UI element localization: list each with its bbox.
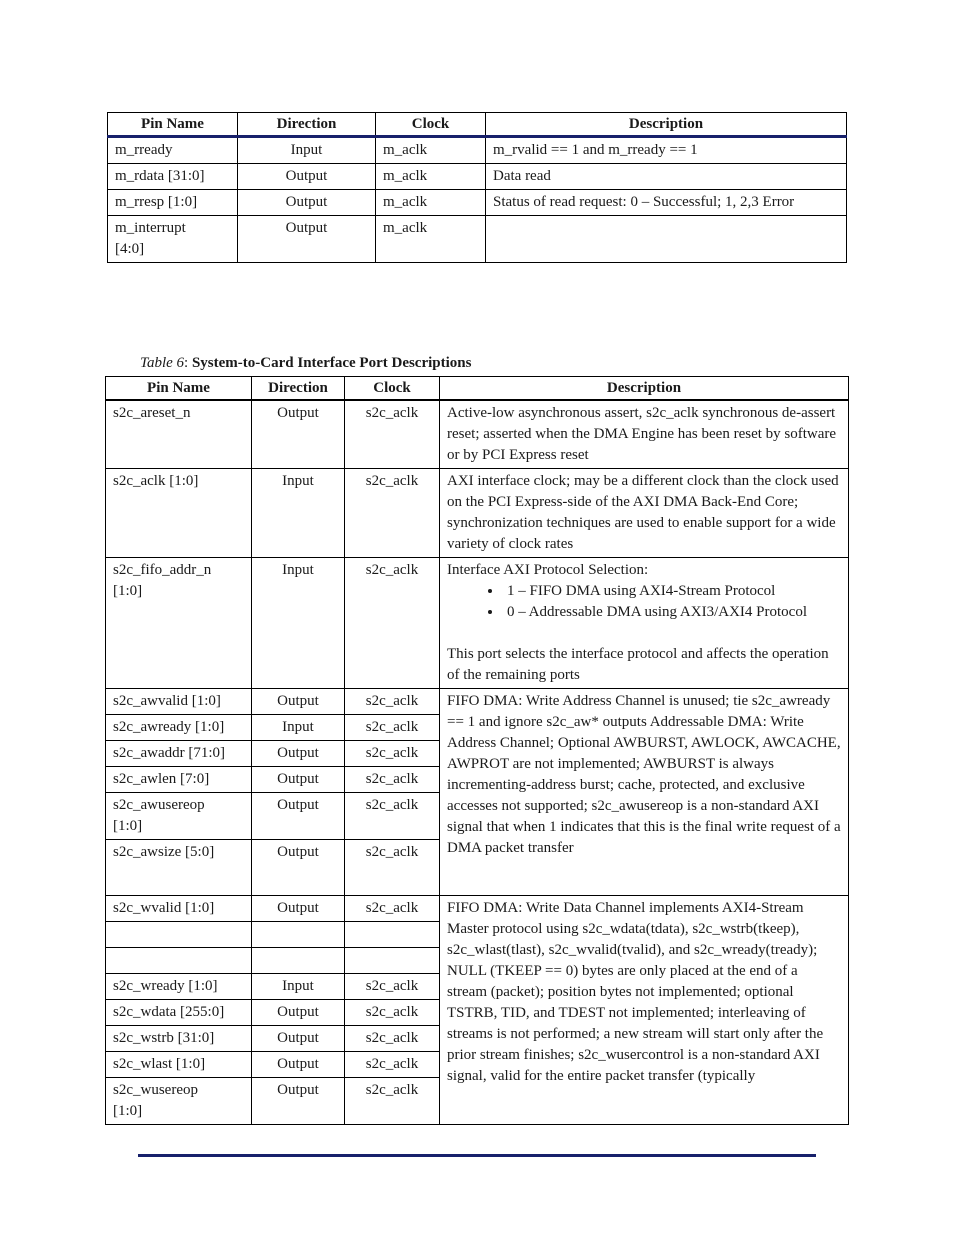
- clock: s2c_aclk: [345, 558, 440, 689]
- pin-name-line: s2c_wusereop: [113, 1082, 198, 1098]
- header-direction: Direction: [238, 113, 376, 137]
- direction: Output: [252, 689, 345, 715]
- pin-name: [106, 1078, 252, 1125]
- pin-name-line: m_interrupt: [115, 220, 186, 236]
- direction: Output: [252, 840, 345, 896]
- description: Active-low asynchronous assert, s2c_aclk synchronous de-assert reset; asserted when the DMA Engine has been reset by software or by PCI Express reset: [440, 400, 849, 469]
- pin-name: s2c_wvalid [1:0]: [106, 896, 252, 922]
- clock: s2c_aclk: [345, 1000, 440, 1026]
- clock: s2c_aclk: [345, 689, 440, 715]
- pin-name: m_rready: [108, 137, 238, 164]
- pin-name: [106, 948, 252, 974]
- direction: Output: [252, 793, 345, 840]
- table-caption: [140, 355, 471, 372]
- direction: Output: [252, 1000, 345, 1026]
- description: [440, 558, 849, 689]
- clock: s2c_aclk: [345, 741, 440, 767]
- clock: s2c_aclk: [345, 767, 440, 793]
- pin-name: s2c_wdata [255:0]: [106, 1000, 252, 1026]
- pin-name: s2c_awsize [5:0]: [106, 840, 252, 896]
- table-row: [108, 216, 847, 263]
- clock: s2c_aclk: [345, 793, 440, 840]
- table-row: [106, 558, 849, 689]
- table-row: [106, 400, 849, 469]
- direction: Output: [252, 400, 345, 469]
- clock: s2c_aclk: [345, 469, 440, 558]
- description-write-data: FIFO DMA: Write Data Channel implements AXI4-Stream Master protocol using s2c_wdata(tdata), s2c_wstrb(tkeep), s2c_wlast(tlast), s2c_wvalid(tvalid), and s2c_wready(tready); NULL (TKEEP == 0) bytes are only placed at the end of a stream (packet); position bytes not implemented; optional TSTRB, TID, and TDEST not implemented; interleaving of streams is not performed; a new stream will start only after the prior stream finishes; s2c_wusercontrol is a non-standard AXI signal, valid for the entire packet transfer (typically: [440, 896, 849, 1125]
- table-header-row: [108, 113, 847, 137]
- table-row: [106, 896, 849, 922]
- direction: Input: [252, 715, 345, 741]
- description: Data read: [486, 164, 847, 190]
- table-row: [108, 190, 847, 216]
- pin-name: s2c_aclk [1:0]: [106, 469, 252, 558]
- pin-name-line: [1:0]: [113, 818, 143, 834]
- header-clock: Clock: [345, 377, 440, 401]
- table-row: [108, 137, 847, 164]
- description: [486, 216, 847, 263]
- table-row: [108, 164, 847, 190]
- direction: Output: [238, 190, 376, 216]
- description: AXI interface clock; may be a different clock than the clock used on the PCI Express-side of the AXI DMA Back-End Core; synchronization techniques are used to enable support for a wide variety of clock rates: [440, 469, 849, 558]
- clock: s2c_aclk: [345, 1078, 440, 1125]
- direction: Input: [252, 558, 345, 689]
- header-description: Description: [440, 377, 849, 401]
- bullet-item: • 0 – Addressable DMA using AXI3/AXI4 Protocol: [503, 602, 841, 623]
- direction: Output: [252, 767, 345, 793]
- table-row: [106, 689, 849, 715]
- pin-name: [106, 558, 252, 689]
- clock: m_aclk: [376, 190, 486, 216]
- header-description: Description: [486, 113, 847, 137]
- header-clock: Clock: [376, 113, 486, 137]
- pin-name: [106, 922, 252, 948]
- pin-name-line: s2c_fifo_addr_n: [113, 562, 212, 578]
- bullet-list: [447, 581, 841, 623]
- clock: m_aclk: [376, 164, 486, 190]
- clock: [345, 922, 440, 948]
- pin-name: s2c_wlast [1:0]: [106, 1052, 252, 1078]
- direction: Output: [252, 741, 345, 767]
- clock: s2c_aclk: [345, 974, 440, 1000]
- direction: Input: [252, 469, 345, 558]
- pin-name: s2c_areset_n: [106, 400, 252, 469]
- pin-name: s2c_awvalid [1:0]: [106, 689, 252, 715]
- pin-name: [106, 793, 252, 840]
- direction: Output: [252, 1078, 345, 1125]
- direction: Output: [238, 216, 376, 263]
- header-direction: Direction: [252, 377, 345, 401]
- clock: m_aclk: [376, 137, 486, 164]
- pin-name-line: [1:0]: [113, 1103, 143, 1119]
- direction: Output: [238, 164, 376, 190]
- description-write-address: FIFO DMA: Write Address Channel is unused; tie s2c_awready == 1 and ignore s2c_aw* outputs Addressable DMA: Write Address Channel; Optional AWBURST, AWLOCK, AWCACHE, AWPROT are not implemented; AWBURST is always incrementing-address burst; cache, protected, and exclusive accesses not supported; s2c_awusereop is a non-standard AXI signal that when 1 indicates that this is the final write request of a DMA packet transfer: [440, 689, 849, 896]
- pin-name-line: [4:0]: [115, 241, 145, 257]
- description-intro: Interface AXI Protocol Selection:: [447, 562, 649, 578]
- direction: Input: [238, 137, 376, 164]
- table-6: [105, 376, 849, 1125]
- pin-name-line: s2c_awusereop: [113, 797, 205, 813]
- table-5: [107, 112, 847, 263]
- direction: [252, 948, 345, 974]
- caption-title: System-to-Card Interface Port Descriptions: [191, 355, 472, 371]
- header-pin-name: Pin Name: [108, 113, 238, 137]
- pin-name: m_rresp [1:0]: [108, 190, 238, 216]
- direction: Output: [252, 1052, 345, 1078]
- clock: s2c_aclk: [345, 715, 440, 741]
- pin-name: s2c_awlen [7:0]: [106, 767, 252, 793]
- table-row: [106, 469, 849, 558]
- direction: Input: [252, 974, 345, 1000]
- clock: [345, 948, 440, 974]
- description-outro: This port selects the interface protocol and affects the operation of the remaining ports: [447, 646, 829, 683]
- table-header-row: [106, 377, 849, 401]
- pin-name: m_rdata [31:0]: [108, 164, 238, 190]
- pin-name: [108, 216, 238, 263]
- footer-rule: [138, 1154, 816, 1157]
- pin-name: s2c_awaddr [71:0]: [106, 741, 252, 767]
- clock: s2c_aclk: [345, 840, 440, 896]
- clock: s2c_aclk: [345, 1052, 440, 1078]
- bullet-item: • 1 – FIFO DMA using AXI4-Stream Protocol: [503, 581, 841, 602]
- clock: s2c_aclk: [345, 1026, 440, 1052]
- pin-name: s2c_wready [1:0]: [106, 974, 252, 1000]
- direction: Output: [252, 896, 345, 922]
- clock: s2c_aclk: [345, 400, 440, 469]
- header-pin-name: Pin Name: [106, 377, 252, 401]
- pin-name-line: [1:0]: [113, 583, 143, 599]
- pin-name: s2c_awready [1:0]: [106, 715, 252, 741]
- caption-label: Table 6: [140, 355, 185, 371]
- caption-separator: :: [184, 355, 192, 371]
- clock: m_aclk: [376, 216, 486, 263]
- description: m_rvalid == 1 and m_rready == 1: [486, 137, 847, 164]
- description: Status of read request: 0 – Successful; 1, 2,3 Error: [486, 190, 847, 216]
- pin-name: s2c_wstrb [31:0]: [106, 1026, 252, 1052]
- clock: s2c_aclk: [345, 896, 440, 922]
- direction: Output: [252, 1026, 345, 1052]
- direction: [252, 922, 345, 948]
